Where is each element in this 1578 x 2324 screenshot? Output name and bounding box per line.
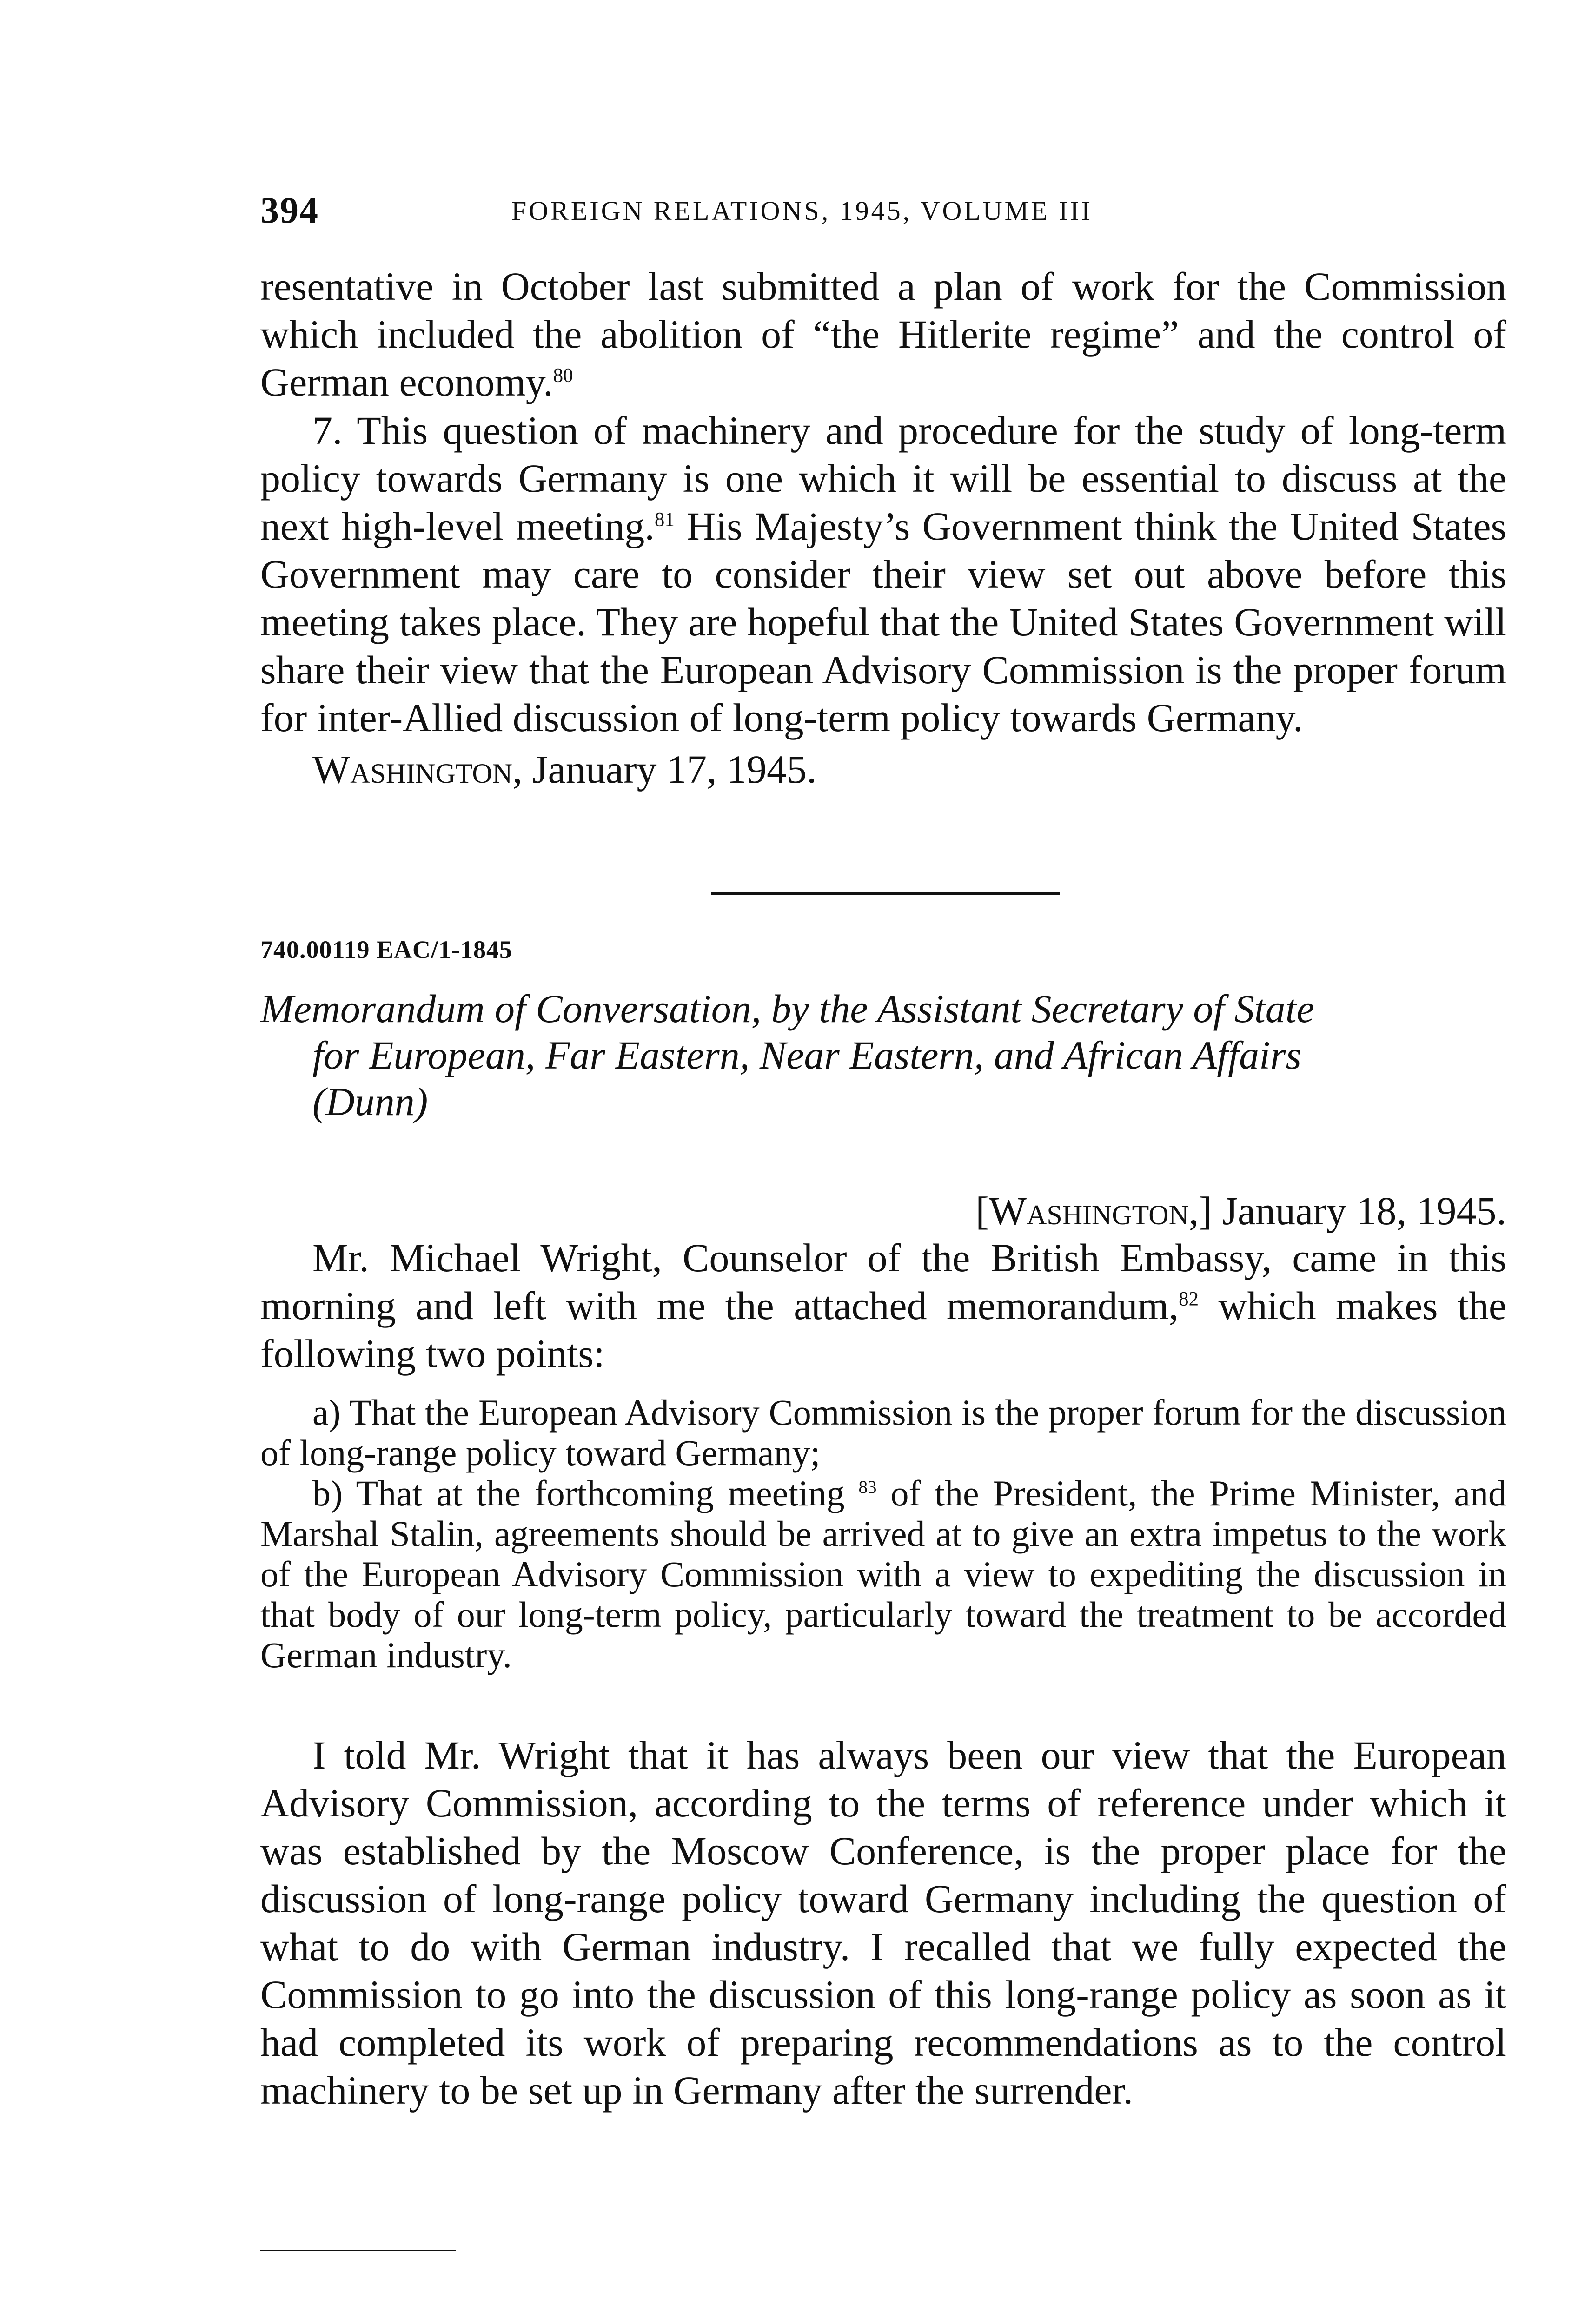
dateline-place: Washington	[988, 1188, 1189, 1233]
footnote-ref-83: 83	[858, 1477, 877, 1497]
dateline-date: January 18, 1945.	[1212, 1188, 1506, 1233]
section-divider	[711, 892, 1060, 895]
signature-date: , January 17, 1945.	[512, 747, 817, 792]
footnote-ref-82: 82	[1179, 1288, 1199, 1310]
paragraph-7-text-a: 7. This question of machinery and procedure for the study of long-term policy towards Germany is one which it will be essential to discuss at the next high-level meeting.	[260, 408, 1506, 548]
memo-dateline: [Washington,] January 18, 1945.	[975, 1188, 1506, 1233]
paragraph-7	[260, 407, 1506, 793]
point-b: b) That at the forthcoming meeting $^{83}$ of the President, the Prime Minister, and Marshal Stalin, agreements should be arrived at to give an extra impetus to the work of the European Advisory Commission with a view to expediting the discussion in that body of our long-term policy, particularly toward the treatment to be accorded German industry.	[260, 1473, 1507, 1675]
paragraph-7-text-b: His Majesty’s Government think the United States Government may care to consider their view set out above before this meeting takes place. They are hopeful that the United States Government will share their view that the European Advisory Commission is the proper forum for inter-Allied discussion of long-term policy towards Germany.	[260, 504, 1507, 740]
point-a: a) That the European Advisory Commission is the proper forum for the discussion of long-range policy toward Germany;	[260, 1392, 1506, 1473]
page-number: 394	[260, 190, 319, 231]
continuation-text: resentative in October last submitted a plan of work for the Commission which included the abolition of “the Hitlerite regime” and the control of German economy.	[260, 264, 1506, 404]
memo-title	[260, 985, 1506, 1125]
memo-points	[260, 1392, 1506, 1675]
footnote-ref-81: 81	[654, 508, 675, 531]
page-header	[260, 190, 1506, 241]
running-head: FOREIGN RELATIONS, 1945, VOLUME III	[511, 196, 1093, 226]
memo-title-line3: (Dunn)	[312, 1079, 428, 1124]
footnote-rule	[260, 2250, 456, 2251]
memo-final-paragraph	[260, 1731, 1506, 2114]
file-number: 740.00119 EAC/1-1845	[260, 936, 513, 964]
final-paragraph-text: I told Mr. Wright that it has always been our view that the European Advisory Commission, according to the terms of reference under which it was established by the Moscow Conference, is the proper place for the discussion of long-range policy toward Germany including the question of what to do with German industry. I recalled that we fully expected the Commission to go into the discussion of this long-range policy as soon as it had completed its work of preparing recommendations as to the control machinery to be set up in Germany after the surrender.	[260, 1733, 1506, 2113]
intro-text-b: which makes the following two points:	[260, 1283, 1506, 1376]
continuation-paragraph	[260, 263, 1506, 406]
signature-line	[260, 746, 1506, 793]
memo-intro-paragraph	[260, 1234, 1506, 1378]
signature-place: Washington	[312, 747, 513, 792]
memo-title-line1: Memorandum of Conversation, by the Assistant Secretary of State	[260, 986, 1314, 1031]
memo-title-line2: for European, Far Eastern, Near Eastern, and African Affairs	[312, 1033, 1301, 1077]
footnote-ref-80: 80	[553, 364, 573, 387]
intro-text-a: Mr. Michael Wright, Counselor of the British Embassy, came in this morning and left with me the attached memorandum,	[260, 1235, 1506, 1328]
